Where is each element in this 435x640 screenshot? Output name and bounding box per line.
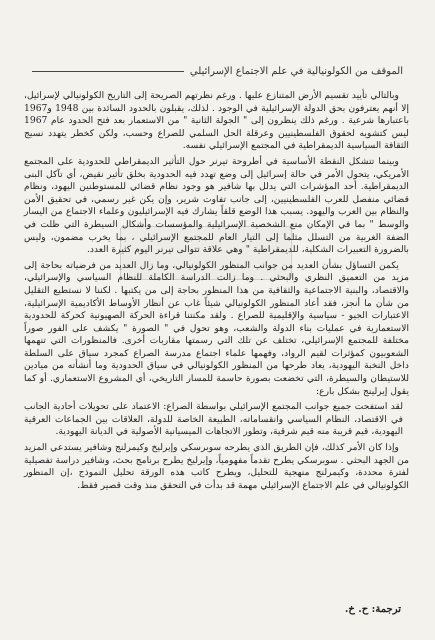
translator-credit: ترجمة: ح. خ.	[344, 604, 401, 615]
paragraph: وبينما تتشكل النقطة الأساسية في أطروحة تيرنر حول التأثير الديمقراطي للحدودية على المجتمع الأمريكي، يتحول الأمر في حالة إسرائيل إلى وضع تهدد فيه الحدودية بخلق تأثير نقيض، أي تآكل البنى الديمقراطية. أحد المؤشرات التي يدلل بها شافير هو وجود نظام قضائي للمستوطنين اليهود، ونظام قضائي منفصل للعرب الفلسطينيين، إلى جانب تفاوت شرير، وإن يكن غير رسمي، في تحقيق الأمن والنظام بين العرب واليهود. يسبب هذا الوضع قلقاً يشارك فيه الإسرائيليون وعلماء الاجتماع من اليسار والوسط " بما في الإمكان منع الشخصية الإسرائيلية والمؤسسات وأشكال السيطرة التي ظلت في الضفة الغربية من التسلل مثلما إلى التيار العام للمجتمع الإسرائيلي ، بما يخرب مضمون، وليس بالضرورة التعبيرات الشكلية، للديمقراطية " وهي علاقة تتوالى تيرنر اليوم كثيرة العدد.	[24, 155, 409, 256]
running-header	[32, 64, 403, 78]
block-quote: لقد استفحت جميع جوانب المجتمع الإسرائيلي بواسطة الصراع: الاعتماد على تحويلات أحادية الجانب في الاقتصاد، النظام السياسي وانقساماته، الطبيعة الخاصة للدولة، العلاقات بين الجماعات العرقية اليهودية، قيم قريبة منه قيم شرقية، وتطور الاتجاهات الميسيانية الأصولية في الديانة اليهودية.	[24, 401, 403, 438]
paragraph: يكمن التساؤل بشأن العديد من جوانب المنظور الكولونيالي، وما زال العديد من فرضياته بحاجة إلى مزيد من التعميق النظري والبحثي . وما زالت الدراسة الكاملة للنظام السياسي والإسرائيلي، والاقتصاد، والبنية الاجتماعية والثقافية من هذا المنظور بحاجة إلى من يكتبها . لكننا لا نستطيع التقليل من شأن ما أنجز، فقد أعاد المنظور الكولونيالي شيئاً غاب عن أنظار الأوساط الأكاديمية الإسرائيلية، الاعتبارات الجيو - سياسية والإقليمية للصراع . ولقد مكنتنا قراءة الحركة الصهيونية كحركة للحدودية الاستعمارية في عمليات بناء الدولة والشعب، وهو تحول في " الصورة " يكشف على الفور صوراً مختلفة للمجتمع الإسرائيلي، تختلف عن تلك التي رسمتها مقاربات أخرى. فالمنظورات التي تنهمها الشعوبيون كمؤثرات لقيم الرواد، وفهمها علماء اجتماع مدرسة الصراع كمجرد سياق على السلطة داخل النخبة اليهودية، يعاد طرحها من المنظور الكولونيالي في سياق الحدودية وما أنشأته من ميادين للاستيطان والسيطرة، التي تخضعت بصورة حاسمة للمسار التاريخي، أي المشروع الاستعماري. أو كما يقول إيرلينج بشكل بارع:	[24, 259, 409, 397]
header-rule	[32, 71, 184, 72]
paragraph: وإذا كان الأمر كذلك، فإن الطريق الذي يطرحه سوبرسكي وإيرليخ وكيمرلنج وشافير يستدعي المزيد من الجهد البحثي . سوبرسكي يطرح تقدماً مفهومياً، وإيرليخ يطرح برنامج بحث، وشافير دراسة تفصيلية لفترة محددة، وكيمرلنج منهجية للتحليل، ويطرح كاتب هذه الورقة تحليل النموذج ،إن المنظور الكولونيالي في علم الاجتماع الإسرائيلي مهمة قد بدأت في التحقق منذ وقت قصير فقط.	[24, 442, 409, 491]
running-header-title: الموقف من الكولونيالية في علم الاجتماع الإسرائيلي	[189, 65, 403, 77]
paragraph: وبالتالي تأييد تقسيم الأرض المتنازع عليها . ورغم نظرتهم الصريحة إلى التاريخ الكولونيالي لإسرائيل، إلا أنهم يعترفون بحق الدولة الإسرائيلية في الوجود . لذلك، يقبلون بالحدود السائدة بين 1948 و1967 باعتبارها شرعية . ورغم ذلك ينظرون إلى " الجولة الثانية " من الاستعمار بعد فتح الحدود عام 1967 ليس كتشويه لحقوق الفلسطينيين وعرقلة الحل السلمي للصراع وحسب، ولكن كخطر يتهدد نسيج الثقافة السياسية الديمقراطية في المجتمع الإسرائيلي نفسه.	[24, 90, 409, 152]
article-body	[24, 90, 409, 495]
